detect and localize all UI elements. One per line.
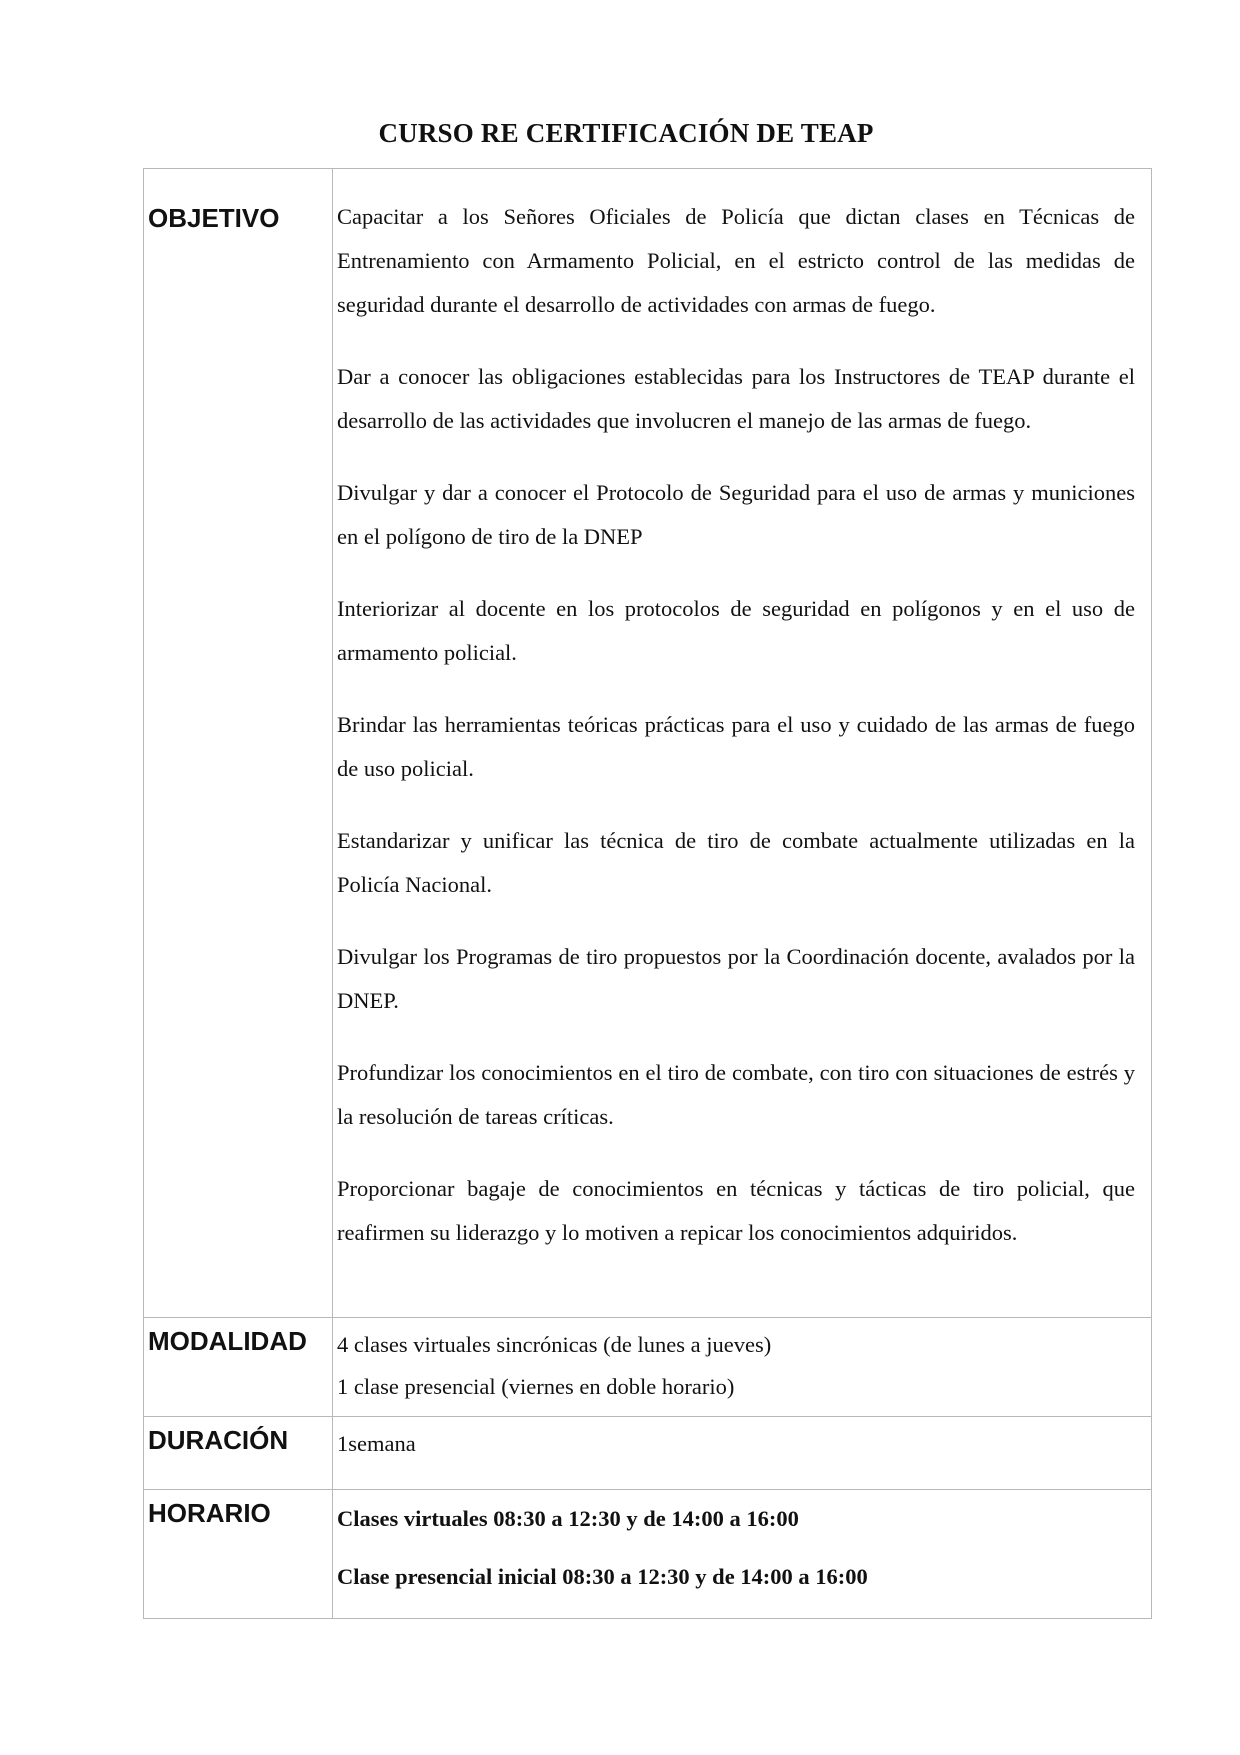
duracion-row xyxy=(144,1417,1152,1490)
objetivo-row xyxy=(144,169,1152,1318)
modalidad-line: 4 clases virtuales sincrónicas (de lunes a jueves) xyxy=(337,1332,772,1357)
horario-content xyxy=(333,1490,1152,1619)
horario-line: Clases virtuales 08:30 a 12:30 y de 14:00 a 16:00 xyxy=(337,1506,799,1531)
objetivo-paragraph: Capacitar a los Señores Oficiales de Policía que dictan clases en Técnicas de Entrenamiento con Armamento Policial, en el estricto control de las medidas de seguridad durante el desarrollo de actividades con armas de fuego. xyxy=(337,204,1135,317)
modalidad-label: MODALIDAD xyxy=(144,1318,333,1417)
objetivo-label: OBJETIVO xyxy=(144,169,333,1318)
course-info-table xyxy=(143,168,1152,1619)
duracion-label: DURACIÓN xyxy=(144,1417,333,1490)
objetivo-paragraph: Estandarizar y unificar las técnica de tiro de combate actualmente utilizadas en la Policía Nacional. xyxy=(337,828,1135,897)
horario-label: HORARIO xyxy=(144,1490,333,1619)
objetivo-paragraph: Divulgar los Programas de tiro propuestos por la Coordinación docente, avalados por la DNEP. xyxy=(337,944,1135,1013)
objetivo-paragraph: Divulgar y dar a conocer el Protocolo de Seguridad para el uso de armas y municiones en el polígono de tiro de la DNEP xyxy=(337,480,1135,549)
duracion-value: 1semana xyxy=(333,1417,1152,1490)
horario-line: Clase presencial inicial 08:30 a 12:30 y de 14:00 a 16:00 xyxy=(337,1564,868,1589)
modalidad-row xyxy=(144,1318,1152,1417)
objetivo-paragraph: Dar a conocer las obligaciones establecidas para los Instructores de TEAP durante el desarrollo de las actividades que involucren el manejo de las armas de fuego. xyxy=(337,364,1135,433)
objetivo-paragraph: Interiorizar al docente en los protocolos de seguridad en polígonos y en el uso de armamento policial. xyxy=(337,596,1135,665)
objetivo-paragraph: Proporcionar bagaje de conocimientos en técnicas y tácticas de tiro policial, que reafirmen su liderazgo y lo motiven a repicar los conocimientos adquiridos. xyxy=(337,1176,1135,1245)
modalidad-line: 1 clase presencial (viernes en doble horario) xyxy=(337,1374,735,1399)
modalidad-content xyxy=(333,1318,1152,1417)
objetivo-paragraph: Profundizar los conocimientos en el tiro de combate, con tiro con situaciones de estrés y la resolución de tareas críticas. xyxy=(337,1060,1135,1129)
document-title: CURSO RE CERTIFICACIÓN DE TEAP xyxy=(378,118,874,148)
objetivo-content xyxy=(333,169,1152,1318)
horario-row xyxy=(144,1490,1152,1619)
objetivo-paragraph: Brindar las herramientas teóricas prácticas para el uso y cuidado de las armas de fuego de uso policial. xyxy=(337,712,1135,781)
